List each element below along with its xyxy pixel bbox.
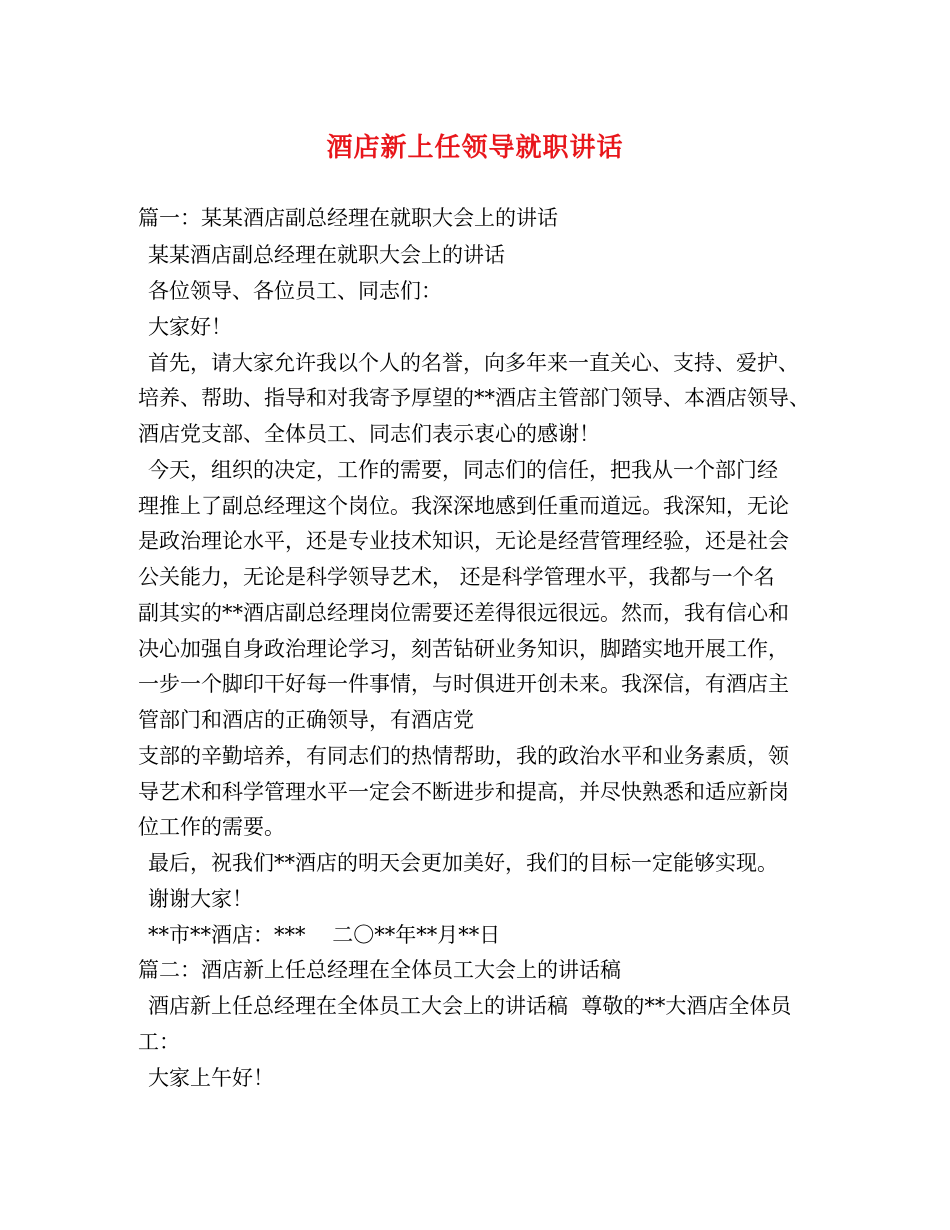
text-line: 公关能力，无论是科学领导艺术， 还是科学管理水平，我都与一个名 bbox=[138, 565, 775, 589]
text-line: 一步一个脚印干好每一件事情，与时俱进开创未来。我深信，有酒店主 bbox=[138, 672, 789, 696]
text-line: 篇二：酒店新上任总经理在全体员工大会上的讲话稿 bbox=[138, 958, 621, 982]
text-line: 支部的辛勤培养，有同志们的热情帮助，我的政治水平和业务素质，领 bbox=[138, 744, 789, 768]
text-line: 今天，组织的决定，工作的需要，同志们的信任，把我从一个部门经 bbox=[148, 458, 778, 482]
text-line: 首先，请大家允许我以个人的名誉，向多年来一直关心、支持、爱护、 bbox=[148, 351, 799, 375]
text-line: 位工作的需要。 bbox=[138, 815, 285, 839]
text-line: 副其实的**酒店副总经理岗位需要还差得很远很远。然而，我有信心和 bbox=[138, 601, 789, 625]
text-line: 某某酒店副总经理在就职大会上的讲话 bbox=[148, 243, 505, 267]
document-title: 酒店新上任领导就职讲话 bbox=[326, 133, 624, 163]
text-line: 导艺术和科学管理水平一定会不断进步和提高，并尽快熟悉和适应新岗 bbox=[138, 780, 789, 804]
text-line: 酒店党支部、全体员工、同志们表示衷心的感谢！ bbox=[138, 422, 600, 446]
text-line: 各位领导、各位员工、同志们： bbox=[148, 279, 442, 303]
text-line: 工： bbox=[138, 1030, 180, 1054]
text-line: 最后，祝我们**酒店的明天会更加美好，我们的目标一定能够实现。 bbox=[148, 851, 778, 875]
text-line: 培养、帮助、指导和对我寄予厚望的**酒店主管部门领导、本酒店领导、 bbox=[138, 386, 810, 410]
text-line: 大家上午好！ bbox=[148, 1066, 274, 1090]
text-line: 是政治理论水平，还是专业技术知识，无论是经营管理经验，还是社会 bbox=[138, 529, 789, 553]
text-line: **市**酒店：*** 二〇**年**月**日 bbox=[148, 923, 501, 947]
text-line: 理推上了副总经理这个岗位。我深深地感到任重而道远。我深知，无论 bbox=[138, 494, 789, 518]
text-line: 管部门和酒店的正确领导，有酒店党 bbox=[138, 708, 474, 732]
text-line: 酒店新上任总经理在全体员工大会上的讲话稿 尊敬的**大酒店全体员 bbox=[148, 994, 792, 1018]
text-line: 篇一：某某酒店副总经理在就职大会上的讲话 bbox=[138, 206, 558, 230]
text-line: 大家好！ bbox=[148, 315, 232, 339]
text-line: 谢谢大家！ bbox=[148, 887, 253, 911]
text-line: 决心加强自身政治理论学习，刻苦钻研业务知识，脚踏实地开展工作， bbox=[138, 637, 789, 661]
